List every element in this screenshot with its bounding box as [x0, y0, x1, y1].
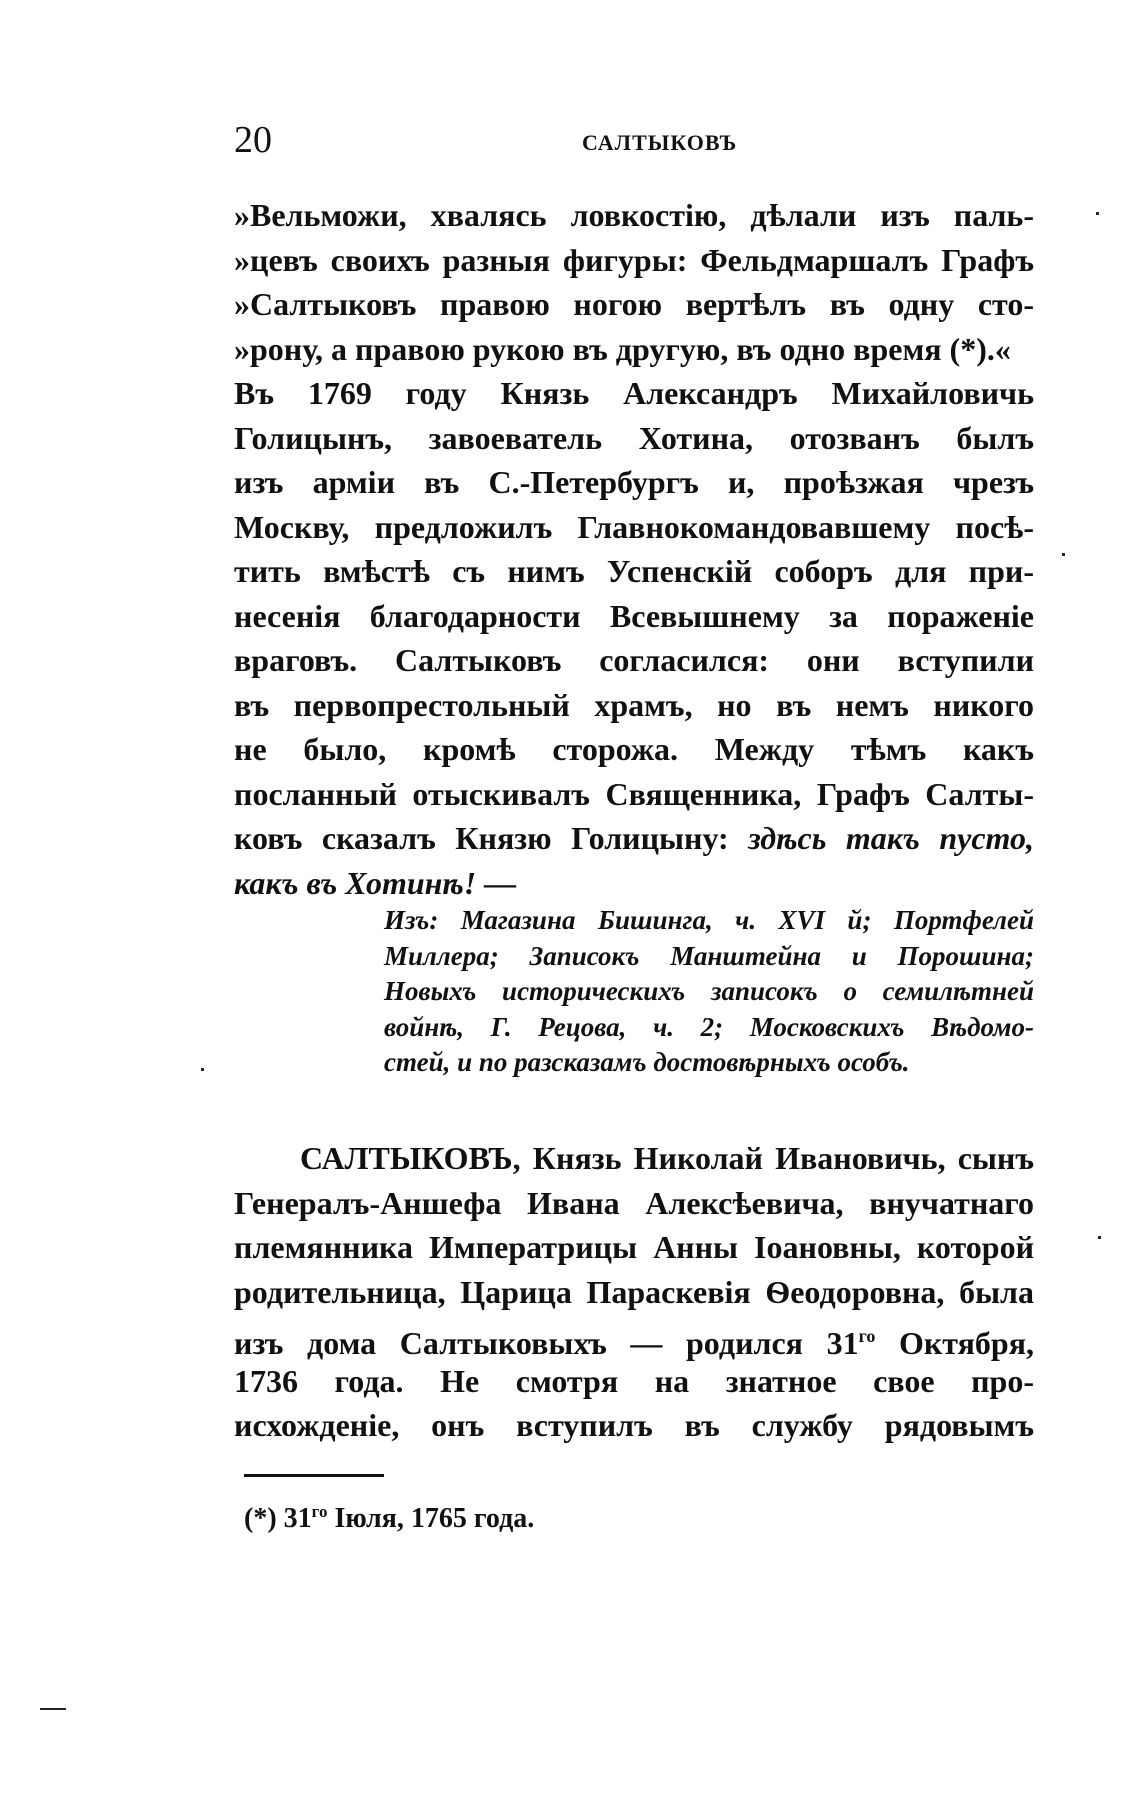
body-line: посланный отыскивалъ Священника, Графъ Салты- — [234, 775, 1034, 812]
print-speck — [201, 1068, 204, 1071]
biography-entry — [234, 1136, 1034, 1448]
entry-line: родительница, Царица Параскевія Ѳеодоровна, была — [234, 1273, 1034, 1310]
entry-line-after: Октября, — [898, 1325, 1035, 1361]
quote-line: »рону, а правою рукою въ другую, въ одно время (*).« — [234, 330, 1011, 367]
entry-line-rest: Князь Николай Ивановичь, сынъ — [532, 1140, 1035, 1176]
print-speck — [40, 1708, 66, 1710]
entry-line: Генералъ-Аншефа Ивана Алексѣевича, внучатнаго — [234, 1184, 1034, 1221]
footnote-divider — [244, 1474, 384, 1477]
entry-name: САЛТЫКОВЪ, — [300, 1140, 521, 1176]
body-line: не было, кромѣ сторожа. Между тѣмъ какъ — [234, 731, 1034, 767]
sources-citation — [384, 903, 1034, 1081]
footnote-sup: го — [311, 1502, 328, 1521]
quote-line: »цевъ своихъ разныя фигуры: Фельдмаршалъ Графъ — [234, 241, 1034, 278]
source-line: Новыхъ историческихъ записокъ о семилѣтней — [384, 976, 1034, 1006]
body-line: Москву, предложилъ Главнокомандовавшему посѣ- — [234, 508, 1034, 545]
closing-line-italic: какъ въ Хотинѣ! — — [234, 864, 517, 901]
entry-line: 1736 года. Не смотря на знатное свое про- — [234, 1362, 1034, 1399]
entry-line-sup: го — [858, 1326, 876, 1346]
body-line — [234, 816, 1034, 861]
source-line: Миллера; Записокъ Манштейна и Порошина; — [384, 940, 1034, 971]
footnote-day: 31 — [283, 1503, 312, 1534]
body-line: враговъ. Салтыковъ согласился: они вступили — [234, 642, 1034, 678]
page-header — [234, 118, 1034, 178]
body-line-regular: ковъ сказалъ Князю Голицыну: — [234, 820, 729, 856]
body-line: въ первопрестольный храмъ, но въ немъ никого — [234, 686, 1034, 723]
body-line: Голицынъ, завоеватель Хотина, отозванъ былъ — [234, 419, 1034, 456]
page-number: 20 — [234, 119, 272, 161]
source-line: Изъ: Магазина Бишинга, ч. XVI й; Портфелей — [384, 905, 1034, 935]
entry-line — [234, 1314, 1034, 1359]
running-head: САЛТЫКОВЪ — [582, 130, 738, 155]
entry-line — [234, 1136, 1034, 1181]
main-text — [234, 193, 1034, 905]
body-line: тить вмѣстѣ съ нимъ Успенскій соборъ для при- — [234, 553, 1034, 589]
source-line: войнѣ, Г. Рецова, ч. 2; Московскихъ Вѣдомо- — [384, 1011, 1034, 1042]
entry-line: племянника Императрицы Анны Іоановны, которой — [234, 1229, 1034, 1265]
footnote-text: Іюля, 1765 года. — [334, 1503, 535, 1534]
source-line: стей, и по разсказамъ достовѣрныхъ особъ. — [384, 1047, 910, 1077]
footnote — [244, 1492, 534, 1539]
body-line: изъ арміи въ С.-Петербургъ и, проѣзжая чрезъ — [234, 464, 1034, 500]
entry-line-before: изъ дома Салтыковыхъ — родился 31 — [234, 1325, 859, 1361]
body-line-italic: здѣсь такъ пусто, — [748, 820, 1035, 856]
entry-line: исхожденіе, онъ вступилъ въ службу рядовымъ — [234, 1407, 1034, 1443]
quote-line: »Вельможи, хвалясь ловкостію, дѣлали изъ паль- — [234, 197, 1034, 233]
quote-line: »Салтыковъ правою ногою вертѣлъ въ одну сто- — [234, 286, 1034, 322]
print-speck — [1062, 553, 1065, 556]
print-speck — [1096, 212, 1099, 215]
print-speck — [1098, 1236, 1101, 1239]
body-line: несенія благодарности Всевышнему за пораженіе — [234, 597, 1034, 634]
footnote-mark: (*) — [244, 1503, 277, 1534]
closing-line — [234, 861, 1034, 906]
body-line: Въ 1769 году Князь Александръ Михайловичь — [234, 375, 1034, 411]
